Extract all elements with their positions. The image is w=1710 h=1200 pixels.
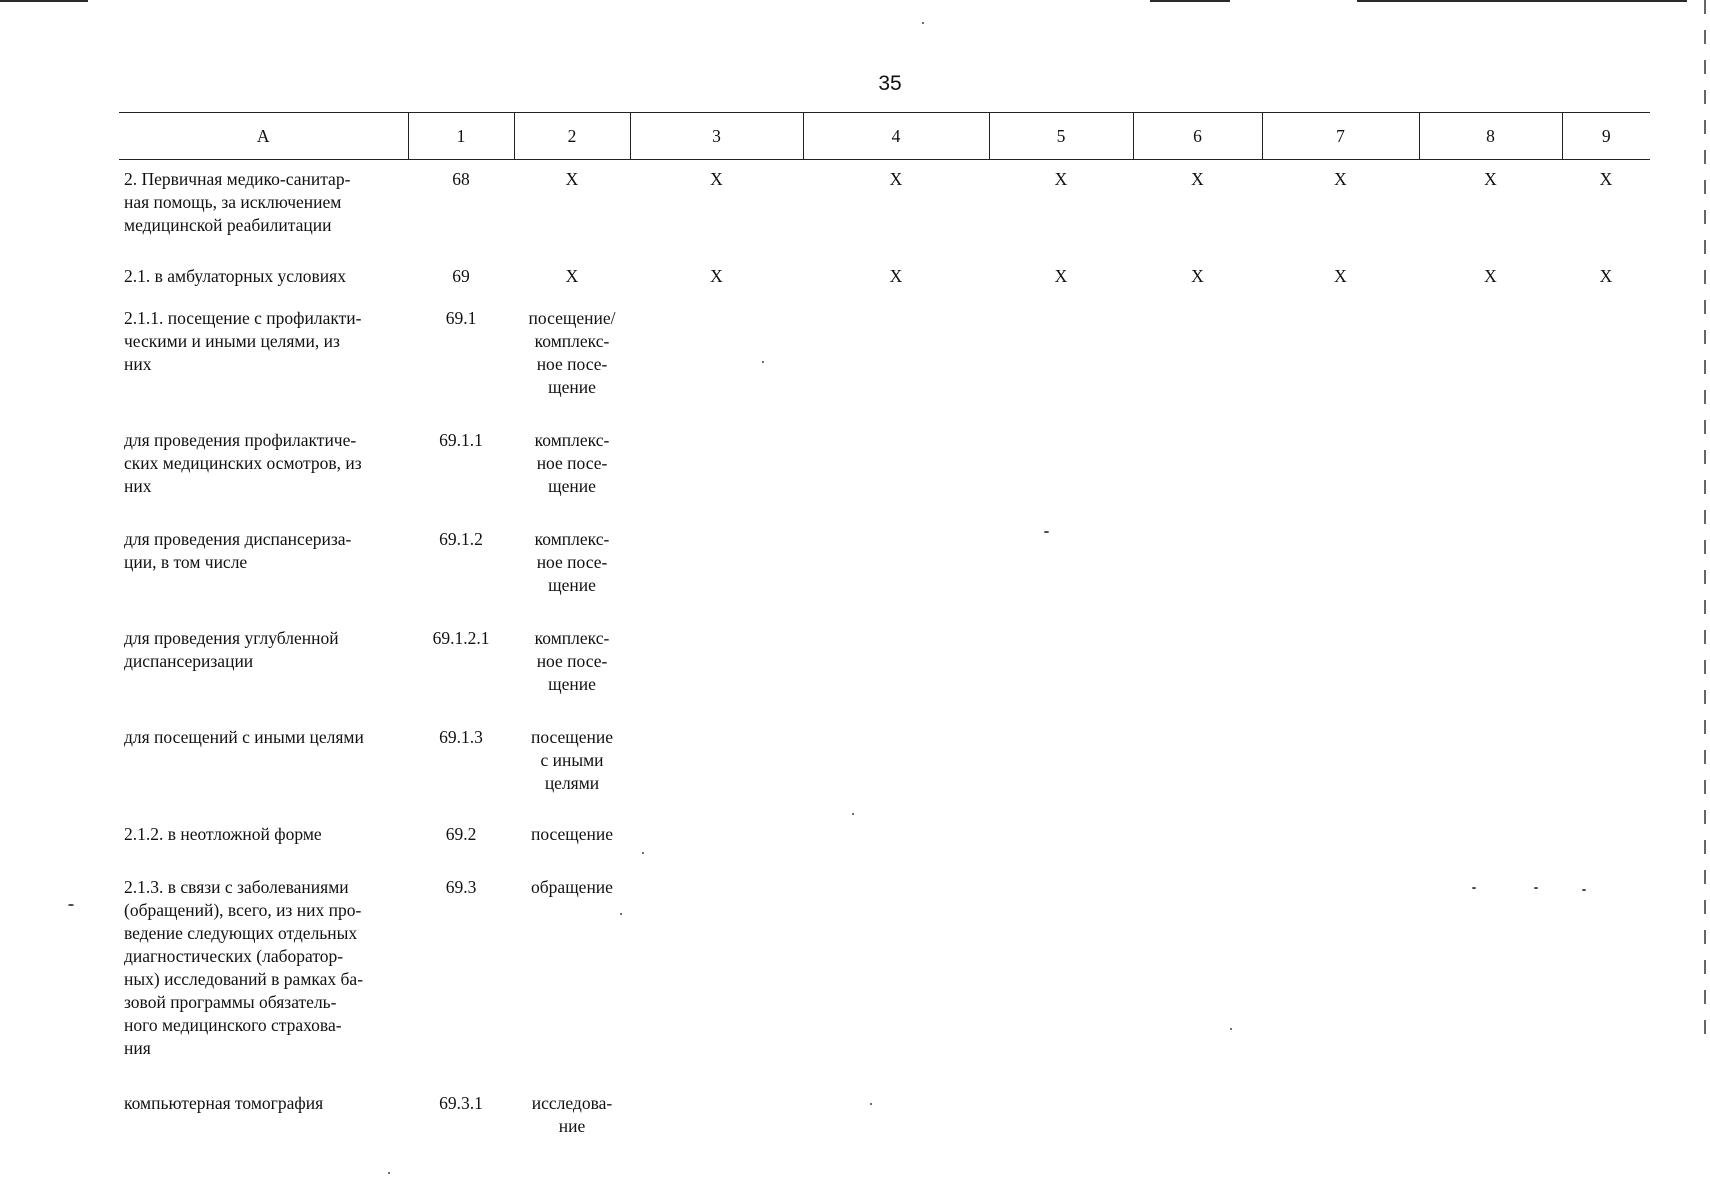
table-row [119, 299, 1650, 421]
empty-cell [630, 1084, 803, 1152]
row-name-line: диспансеризации [124, 651, 254, 671]
row-mark-cell: Х [1191, 266, 1204, 286]
row-code-cell: 69.1.3 [439, 727, 483, 747]
row-name-cell [119, 718, 408, 815]
row-mark-cell: Х [1334, 266, 1347, 286]
unit-line: целями [544, 773, 600, 793]
empty-cell [1262, 421, 1419, 520]
empty-cell [1562, 299, 1650, 421]
empty-cell [1419, 868, 1562, 1084]
row-unit-cell [514, 160, 630, 258]
unit-line: ное посе- [536, 651, 608, 671]
empty-cell [803, 520, 989, 619]
row-mark-cell: Х [1484, 169, 1497, 189]
empty-cell [1133, 868, 1262, 1084]
row-code-cell: 69.1 [445, 308, 477, 328]
row-code-cell: 69 [452, 266, 470, 286]
unit-line: щение [548, 377, 596, 397]
header-cell: 4 [803, 113, 989, 160]
empty-cell [989, 299, 1133, 421]
row-name-line: 2.1.2. в неотложной форме [124, 824, 322, 844]
row-mark-cell: Х [710, 169, 723, 189]
empty-cell [803, 718, 989, 815]
empty-cell [803, 868, 989, 1084]
unit-line: щение [548, 575, 596, 595]
row-mark-cell: Х [1054, 169, 1068, 189]
row-name-line: для проведения профилактиче- [124, 430, 357, 450]
unit-line: комплекс- [534, 628, 610, 648]
unit-line: посещение [530, 727, 614, 747]
row-mark-cell: Х [889, 169, 903, 189]
unit-line: ное посе- [536, 552, 608, 572]
empty-cell [989, 815, 1133, 868]
row-name-line: диагностических (лаборатор- [124, 946, 344, 966]
row-mark-cell: Х [1054, 266, 1068, 286]
row-name-line: них [124, 476, 152, 496]
empty-cell [1262, 868, 1419, 1084]
empty-cell [989, 718, 1133, 815]
table-row [119, 257, 1650, 299]
row-unit-cell [514, 257, 630, 299]
row-name-cell [119, 520, 408, 619]
row-code-cell: 69.1.2.1 [432, 628, 490, 648]
empty-cell [1133, 1084, 1262, 1152]
empty-cell [1262, 718, 1419, 815]
table-row [119, 619, 1650, 718]
empty-cell [630, 868, 803, 1084]
row-name-line: для проведения углубленной [124, 628, 339, 648]
row-code-cell: 69.1.2 [439, 529, 483, 549]
header-cell: 3 [630, 113, 803, 160]
unit-line: комплекс- [534, 331, 610, 351]
empty-cell [989, 520, 1133, 619]
row-name-line: них [124, 354, 152, 374]
scan-edge-line-left [0, 0, 88, 2]
empty-cell [1133, 619, 1262, 718]
scan-speck [922, 22, 924, 24]
row-name-cell [119, 421, 408, 520]
empty-cell [1419, 815, 1562, 868]
row-mark-cell: Х [1599, 266, 1613, 286]
unit-line: Х [565, 266, 579, 286]
row-name-line: ческими и иными целями, из [124, 331, 340, 351]
empty-cell [1262, 520, 1419, 619]
table-header-row [119, 113, 1650, 160]
row-unit-cell [514, 619, 630, 718]
empty-cell [630, 619, 803, 718]
row-name-line: ных) исследований в рамках ба- [124, 969, 364, 989]
row-name-line: 2.1. в амбулаторных условиях [124, 266, 346, 286]
row-unit-cell [514, 718, 630, 815]
empty-cell [630, 718, 803, 815]
row-name-line: для проведения диспансериза- [124, 529, 352, 549]
table-row [119, 1084, 1650, 1152]
row-name-line: компьютерная томография [124, 1093, 324, 1113]
table-row [119, 160, 1650, 258]
empty-cell [1562, 718, 1650, 815]
row-name-cell [119, 257, 408, 299]
empty-cell [1262, 815, 1419, 868]
row-mark-cell: Х [710, 266, 723, 286]
scan-speck [388, 1172, 390, 1174]
empty-cell [630, 299, 803, 421]
empty-cell [803, 619, 989, 718]
empty-cell [1133, 421, 1262, 520]
empty-cell [1419, 299, 1562, 421]
header-cell: 6 [1133, 113, 1262, 160]
row-name-line: 2. Первичная медико-санитар- [124, 169, 351, 189]
row-name-line: ских медицинских осмотров, из [124, 453, 362, 473]
empty-cell [989, 868, 1133, 1084]
row-mark-cell: Х [889, 266, 903, 286]
empty-cell [1262, 619, 1419, 718]
unit-line: обращение [531, 877, 613, 897]
row-code-cell: 69.2 [445, 824, 477, 844]
unit-line: исследова- [531, 1093, 613, 1113]
unit-line: щение [548, 476, 596, 496]
row-name-line: ния [124, 1038, 151, 1058]
scan-edge-line-right [1357, 0, 1687, 2]
row-unit-cell [514, 520, 630, 619]
row-name-cell [119, 1084, 408, 1152]
unit-line: ное посе- [536, 453, 608, 473]
row-unit-cell [514, 299, 630, 421]
empty-cell [803, 815, 989, 868]
empty-cell [630, 815, 803, 868]
empty-cell [989, 421, 1133, 520]
row-name-line: 2.1.1. посещение с профилакти- [124, 308, 362, 328]
row-unit-cell [514, 868, 630, 1084]
empty-cell [803, 299, 989, 421]
header-cell: 9 [1562, 113, 1650, 160]
row-name-cell [119, 868, 408, 1084]
header-cell: 8 [1419, 113, 1562, 160]
unit-line: комплекс- [534, 430, 610, 450]
row-name-cell [119, 619, 408, 718]
empty-cell [989, 1084, 1133, 1152]
row-name-line: ного медицинского страхова- [124, 1015, 342, 1035]
empty-cell [1133, 520, 1262, 619]
empty-cell [1562, 520, 1650, 619]
row-mark-cell: Х [1334, 169, 1347, 189]
header-cell: 7 [1262, 113, 1419, 160]
empty-cell [630, 520, 803, 619]
empty-cell [630, 421, 803, 520]
row-name-line: зовой программы обязатель- [124, 992, 337, 1012]
unit-line: щение [548, 674, 596, 694]
row-name-line: 2.1.3. в связи с заболеваниями [124, 877, 349, 897]
unit-line: ное посе- [536, 354, 608, 374]
row-code-cell: 68 [452, 169, 470, 189]
row-name-cell [119, 815, 408, 868]
row-code-cell: 69.1.1 [439, 430, 483, 450]
empty-cell [1419, 718, 1562, 815]
unit-line: комплекс- [534, 529, 610, 549]
row-name-line: медицинской реабилитации [124, 215, 332, 235]
empty-cell [1419, 520, 1562, 619]
row-unit-cell [514, 1084, 630, 1152]
empty-cell [1419, 421, 1562, 520]
empty-cell [1562, 619, 1650, 718]
empty-cell [803, 421, 989, 520]
header-cell: 2 [514, 113, 630, 160]
row-mark-cell: Х [1484, 266, 1497, 286]
empty-cell [1562, 1084, 1650, 1152]
row-name-cell [119, 160, 408, 258]
empty-cell [1562, 421, 1650, 520]
row-code-cell: 69.3 [445, 877, 477, 897]
empty-cell [1133, 815, 1262, 868]
scan-edge-mark-right [1704, 0, 1706, 1040]
row-name-line: для посещений с иными целями [124, 727, 364, 747]
empty-cell [1562, 815, 1650, 868]
unit-line: посещение [530, 824, 614, 844]
empty-cell [1419, 619, 1562, 718]
empty-cell [1133, 299, 1262, 421]
row-name-cell [119, 299, 408, 421]
empty-cell [1262, 1084, 1419, 1152]
table-row [119, 815, 1650, 868]
table-row [119, 868, 1650, 1084]
empty-cell [1133, 718, 1262, 815]
scan-speck [68, 904, 74, 906]
unit-line: с иными [540, 750, 604, 770]
page-number: 35 [878, 72, 902, 95]
row-unit-cell [514, 815, 630, 868]
row-mark-cell: Х [1191, 169, 1204, 189]
table-row [119, 718, 1650, 815]
data-table [119, 112, 1650, 1152]
row-name-line: ведение следующих отдельных [124, 923, 358, 943]
header-cell: А [119, 113, 408, 160]
empty-cell [1562, 868, 1650, 1084]
table-row [119, 520, 1650, 619]
empty-cell [1262, 299, 1419, 421]
row-code-cell: 69.3.1 [439, 1093, 483, 1113]
unit-line: ние [558, 1116, 586, 1136]
empty-cell [989, 619, 1133, 718]
row-name-line: (обращений), всего, из них про- [124, 900, 362, 920]
empty-cell [803, 1084, 989, 1152]
unit-line: Х [565, 169, 579, 189]
empty-cell [1419, 1084, 1562, 1152]
row-unit-cell [514, 421, 630, 520]
table-row [119, 421, 1650, 520]
scan-edge-line-mid [1150, 0, 1230, 2]
header-cell: 1 [408, 113, 514, 160]
unit-line: посещение/ [528, 308, 616, 328]
header-cell: 5 [989, 113, 1133, 160]
row-name-line: ная помощь, за исключением [124, 192, 342, 212]
row-name-line: ции, в том числе [124, 552, 248, 572]
row-mark-cell: Х [1599, 169, 1613, 189]
